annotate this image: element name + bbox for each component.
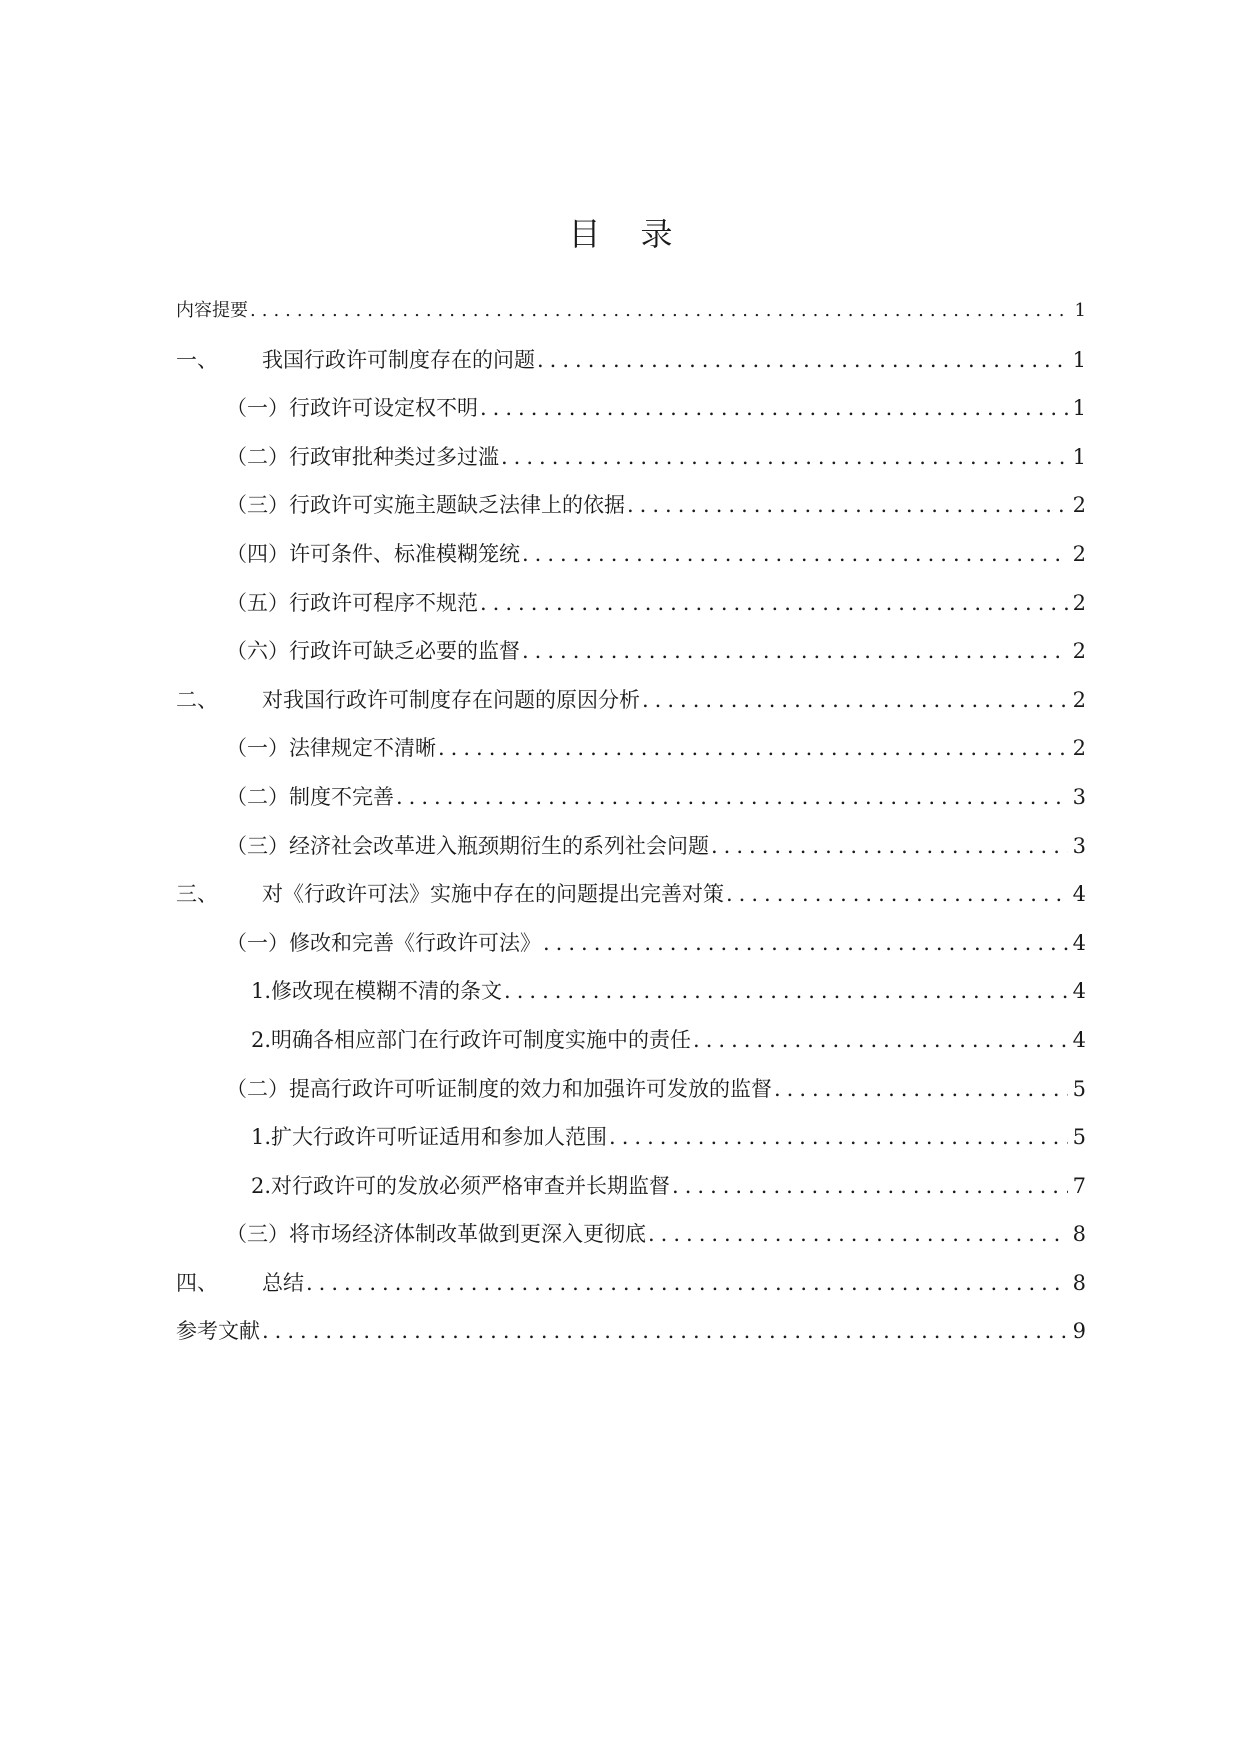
toc-entry-text: （三）行政许可实施主题缺乏法律上的依据 bbox=[226, 493, 625, 518]
toc-entry[interactable] bbox=[176, 1025, 1086, 1074]
toc-entry-page-number: 3 bbox=[1072, 833, 1086, 858]
toc-entry-text: （三）经济社会改革进入瓶颈期衍生的系列社会问题 bbox=[226, 833, 709, 858]
toc-entry[interactable] bbox=[176, 1171, 1086, 1220]
dot-leader bbox=[262, 1316, 1068, 1346]
toc-entry[interactable] bbox=[176, 1219, 1086, 1268]
dot-leader bbox=[501, 442, 1068, 472]
toc-entry-text: （一）行政许可设定权不明 bbox=[226, 396, 478, 421]
toc-entry[interactable] bbox=[176, 393, 1086, 442]
toc-entry-page-number: 4 bbox=[1072, 1027, 1086, 1052]
toc-entry-text: 内容提要 bbox=[176, 300, 248, 321]
toc-entry[interactable] bbox=[176, 296, 1086, 345]
dot-leader bbox=[726, 879, 1068, 909]
toc-entry-text: （五）行政许可程序不规范 bbox=[226, 590, 478, 615]
toc-entry-text: （一）法律规定不清晰 bbox=[226, 736, 436, 761]
toc-entry[interactable] bbox=[176, 539, 1086, 588]
toc-entry-page-number: 8 bbox=[1072, 1222, 1086, 1247]
dot-leader bbox=[480, 393, 1068, 423]
toc-entry-text: （六）行政许可缺乏必要的监督 bbox=[226, 639, 520, 664]
toc-entry[interactable] bbox=[176, 782, 1086, 831]
toc-entry[interactable] bbox=[176, 490, 1086, 539]
toc-entry[interactable] bbox=[176, 976, 1086, 1025]
toc-entry-number: 二、 bbox=[176, 687, 218, 712]
toc-entry-page-number: 4 bbox=[1072, 930, 1086, 955]
toc-entry-page-number: 1 bbox=[1072, 444, 1086, 469]
dot-leader bbox=[543, 928, 1068, 958]
toc-entry-text: 2.对行政许可的发放必须严格审查并长期监督 bbox=[251, 1173, 671, 1198]
dot-leader bbox=[438, 733, 1068, 763]
toc-entry-page-number: 1 bbox=[1072, 347, 1086, 372]
dot-leader bbox=[627, 490, 1068, 520]
toc-entry-text: （一）修改和完善《行政许可法》 bbox=[226, 930, 541, 955]
toc-entry-page-number: 4 bbox=[1072, 979, 1086, 1004]
dot-leader bbox=[396, 782, 1068, 812]
toc-entry-number: 一、 bbox=[176, 347, 218, 372]
toc-entry-page-number: 7 bbox=[1072, 1173, 1086, 1198]
dot-leader bbox=[504, 976, 1068, 1006]
toc-entry-text: 1.扩大行政许可听证适用和参加人范围 bbox=[251, 1125, 608, 1150]
toc-entry-page-number: 2 bbox=[1072, 493, 1086, 518]
toc-entry-text: （四）许可条件、标准模糊笼统 bbox=[226, 541, 520, 566]
toc-entry[interactable] bbox=[176, 636, 1086, 685]
toc-entry-text: 总结 bbox=[262, 1270, 304, 1295]
dot-leader bbox=[522, 636, 1068, 666]
toc-entry[interactable] bbox=[176, 345, 1086, 394]
toc-title: 目录 bbox=[568, 215, 713, 253]
toc-entry-text: 参考文献 bbox=[176, 1319, 260, 1344]
toc-entry-page-number: 8 bbox=[1072, 1270, 1086, 1295]
toc-entry-page-number: 1 bbox=[1072, 396, 1086, 421]
toc-entry-text: 我国行政许可制度存在的问题 bbox=[262, 347, 535, 372]
toc-entry-text: 2.明确各相应部门在行政许可制度实施中的责任 bbox=[251, 1027, 692, 1052]
toc-entry-text: （三）将市场经济体制改革做到更深入更彻底 bbox=[226, 1222, 646, 1247]
dot-leader bbox=[522, 539, 1068, 569]
dot-leader bbox=[642, 685, 1068, 715]
toc-entry-page-number: 2 bbox=[1072, 639, 1086, 664]
toc-entry-page-number: 2 bbox=[1072, 736, 1086, 761]
dot-leader bbox=[537, 345, 1068, 375]
dot-leader bbox=[480, 588, 1068, 618]
toc-entry[interactable] bbox=[176, 928, 1086, 977]
dot-leader bbox=[648, 1219, 1068, 1249]
toc-entry-page-number: 5 bbox=[1072, 1076, 1086, 1101]
table-of-contents bbox=[176, 296, 1086, 1365]
toc-entry-number: 三、 bbox=[176, 882, 218, 907]
toc-entry-page-number: 3 bbox=[1072, 784, 1086, 809]
toc-entry-page-number: 1 bbox=[1074, 300, 1086, 321]
toc-entry[interactable] bbox=[176, 1122, 1086, 1171]
toc-entry-page-number: 4 bbox=[1072, 882, 1086, 907]
toc-entry-text: （二）提高行政许可听证制度的效力和加强许可发放的监督 bbox=[226, 1076, 772, 1101]
dot-leader bbox=[250, 296, 1068, 326]
toc-entry-number: 四、 bbox=[176, 1270, 218, 1295]
toc-entry[interactable] bbox=[176, 588, 1086, 637]
dot-leader bbox=[774, 1074, 1068, 1104]
toc-entry[interactable] bbox=[176, 685, 1086, 734]
toc-entry-page-number: 2 bbox=[1072, 541, 1086, 566]
toc-entry-page-number: 5 bbox=[1072, 1125, 1086, 1150]
toc-entry-text: 1.修改现在模糊不清的条文 bbox=[251, 979, 503, 1004]
toc-entry[interactable] bbox=[176, 879, 1086, 928]
dot-leader bbox=[672, 1171, 1068, 1201]
dot-leader bbox=[693, 1025, 1068, 1055]
toc-entry-page-number: 2 bbox=[1072, 590, 1086, 615]
toc-entry[interactable] bbox=[176, 1268, 1086, 1317]
toc-entry[interactable] bbox=[176, 831, 1086, 880]
dot-leader bbox=[609, 1122, 1068, 1152]
toc-entry[interactable] bbox=[176, 733, 1086, 782]
toc-entry-page-number: 2 bbox=[1072, 687, 1086, 712]
toc-entry-text: （二）制度不完善 bbox=[226, 784, 394, 809]
toc-entry[interactable] bbox=[176, 1074, 1086, 1123]
toc-entry-text: 对我国行政许可制度存在问题的原因分析 bbox=[262, 687, 640, 712]
toc-entry-text: 对《行政许可法》实施中存在的问题提出完善对策 bbox=[262, 882, 724, 907]
toc-entry-text: （二）行政审批种类过多过滥 bbox=[226, 444, 499, 469]
dot-leader bbox=[306, 1268, 1068, 1298]
toc-entry[interactable] bbox=[176, 1316, 1086, 1365]
dot-leader bbox=[711, 831, 1068, 861]
toc-entry-page-number: 9 bbox=[1072, 1319, 1086, 1344]
toc-entry[interactable] bbox=[176, 442, 1086, 491]
